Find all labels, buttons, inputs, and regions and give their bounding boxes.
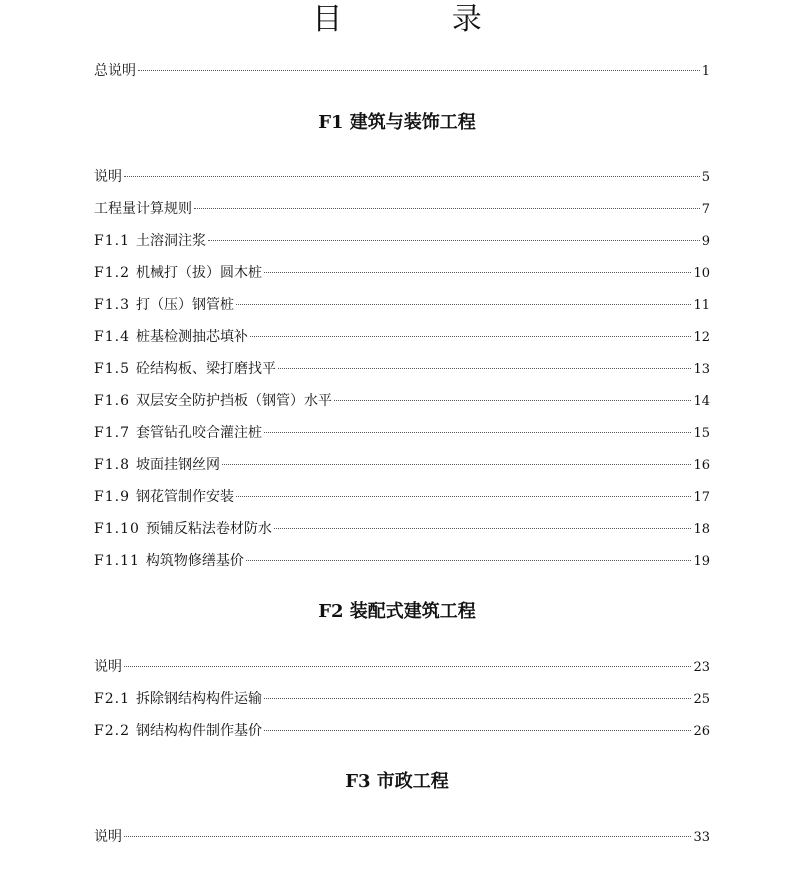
toc-label: F1.1 土溶洞注浆 <box>94 233 206 249</box>
toc-label: F1.4 桩基检测抽芯填补 <box>94 329 248 345</box>
toc-row[interactable] <box>94 391 710 411</box>
toc-page-number: 1 <box>701 64 710 79</box>
toc-label: 总说明 <box>94 63 136 79</box>
section-heading-f3: F3 市政工程 <box>345 771 449 792</box>
toc-leader-dots <box>264 432 691 433</box>
toc-page-number: 9 <box>701 234 710 249</box>
toc-leader-dots <box>250 336 691 337</box>
toc-label: F2.2 钢结构构件制作基价 <box>94 723 262 739</box>
toc-page-number: 14 <box>693 394 710 409</box>
toc-row[interactable] <box>94 295 710 315</box>
toc-leader-dots <box>138 70 700 71</box>
toc-leader-dots <box>124 666 691 667</box>
toc-page-number: 11 <box>693 298 710 313</box>
toc-leader-dots <box>222 464 691 465</box>
toc-page-number: 18 <box>693 522 710 537</box>
toc-page-number: 7 <box>701 202 710 217</box>
section-heading-f2: F2 装配式建筑工程 <box>318 601 476 622</box>
section-heading-f1: F1 建筑与装饰工程 <box>318 112 476 133</box>
toc-leader-dots <box>264 730 691 731</box>
toc-label: F1.11 构筑物修缮基价 <box>94 553 244 569</box>
toc-leader-dots <box>274 528 692 529</box>
toc-label: 说明 <box>94 829 122 845</box>
toc-leader-dots <box>236 496 691 497</box>
toc-row-general[interactable] <box>94 61 710 81</box>
toc-label: F1.7 套管钻孔咬合灌注桩 <box>94 425 262 441</box>
toc-row[interactable] <box>94 199 710 219</box>
toc-row[interactable] <box>94 423 710 443</box>
toc-label: F1.3 打（压）钢管桩 <box>94 297 234 313</box>
toc-page-number: 25 <box>693 692 710 707</box>
toc-label: F1.9 钢花管制作安装 <box>94 489 234 505</box>
toc-leader-dots <box>194 208 700 209</box>
toc-row[interactable] <box>94 359 710 379</box>
toc-page-number: 23 <box>693 660 710 675</box>
toc-label: F2.1 拆除钢结构构件运输 <box>94 691 262 707</box>
toc-label: 工程量计算规则 <box>94 201 192 217</box>
toc-leader-dots <box>124 176 700 177</box>
toc-row[interactable] <box>94 519 710 539</box>
toc-leader-dots <box>124 836 691 837</box>
toc-row[interactable] <box>94 327 710 347</box>
toc-row[interactable] <box>94 827 710 847</box>
toc-row[interactable] <box>94 231 710 251</box>
toc-page-number: 12 <box>693 330 710 345</box>
toc-label: F1.10 预铺反粘法卷材防水 <box>94 521 272 537</box>
toc-label: 说明 <box>94 659 122 675</box>
toc-row[interactable] <box>94 721 710 741</box>
toc-leader-dots <box>236 304 691 305</box>
toc-label: F1.2 机械打（拔）圆木桩 <box>94 265 262 281</box>
page-title: 目 录 <box>312 2 532 37</box>
toc-row[interactable] <box>94 689 710 709</box>
toc-leader-dots <box>334 400 691 401</box>
toc-row[interactable] <box>94 657 710 677</box>
toc-page-number: 33 <box>693 830 710 845</box>
toc-page-number: 17 <box>693 490 710 505</box>
toc-page-number: 16 <box>693 458 710 473</box>
toc-page-number: 26 <box>693 724 710 739</box>
toc-page-number: 5 <box>701 170 710 185</box>
toc-row[interactable] <box>94 263 710 283</box>
toc-label: 说明 <box>94 169 122 185</box>
toc-label: F1.5 砼结构板、梁打磨找平 <box>94 361 276 377</box>
toc-page-number: 15 <box>693 426 710 441</box>
toc-page-number: 10 <box>693 266 710 281</box>
toc-label: F1.6 双层安全防护挡板（钢管）水平 <box>94 393 332 409</box>
toc-row[interactable] <box>94 455 710 475</box>
toc-leader-dots <box>208 240 700 241</box>
toc-leader-dots <box>264 698 691 699</box>
toc-page-number: 13 <box>693 362 710 377</box>
toc-row[interactable] <box>94 551 710 571</box>
toc-leader-dots <box>278 368 691 369</box>
toc-leader-dots <box>264 272 691 273</box>
toc-page-number: 19 <box>693 554 710 569</box>
toc-leader-dots <box>246 560 692 561</box>
toc-label: F1.8 坡面挂钢丝网 <box>94 457 220 473</box>
toc-row[interactable] <box>94 167 710 187</box>
toc-row[interactable] <box>94 487 710 507</box>
